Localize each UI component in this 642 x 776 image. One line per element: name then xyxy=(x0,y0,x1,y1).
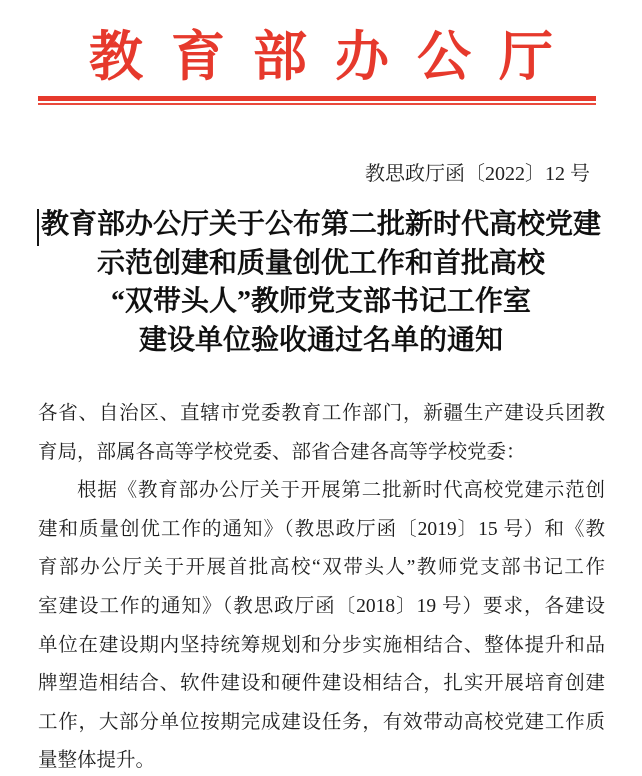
body-line: 室建设工作的通知》（教思政厅函〔2018〕19 号）要求，各建设 xyxy=(38,595,605,617)
body-line: 建和质量创优工作的通知》（教思政厅函〔2019〕15 号）和《教 xyxy=(38,518,605,540)
body-line: 育部办公厅关于开展首批高校“双带头人”教师党支部书记工作 xyxy=(38,557,605,579)
body-line: 量整体提升。 xyxy=(38,750,156,772)
body-line: 根据《教育部办公厅关于开展第二批新时代高校党建示范创 xyxy=(77,480,605,502)
body-line: 工作，大部分单位按期完成建设任务，有效带动高校党建工作质 xyxy=(38,711,605,733)
body-line: 牌塑造相结合、软件建设和硬件建设相结合，扎实开展培育创建 xyxy=(38,673,605,695)
document-reference-number: 教思政厅函〔2022〕12 号 xyxy=(365,163,590,185)
title-line: 示范创建和质量创优工作和首批高校 xyxy=(96,247,545,279)
body-line: 单位在建设期内坚持统筹规划和分步实施相结合、整体提升和品 xyxy=(38,634,605,656)
title-line: “双带头人”教师党支部书记工作室 xyxy=(110,286,531,317)
letterhead-divider xyxy=(38,96,596,105)
document-title xyxy=(0,206,642,360)
title-line: 教育部办公厅关于公布第二批新时代高校党建 xyxy=(40,209,601,240)
divider-thin-rule xyxy=(38,103,596,105)
agency-letterhead: 教育部办公厅 xyxy=(89,27,581,87)
title-line: 建设单位验收通过名单的通知 xyxy=(138,324,503,356)
body-line: 各省、自治区、直辖市党委教育工作部门，新疆生产建设兵团教 xyxy=(38,403,605,424)
document-body xyxy=(38,395,605,776)
body-line: 育局，部属各高等学校党委、部省合建各高等学校党委： xyxy=(38,441,526,463)
